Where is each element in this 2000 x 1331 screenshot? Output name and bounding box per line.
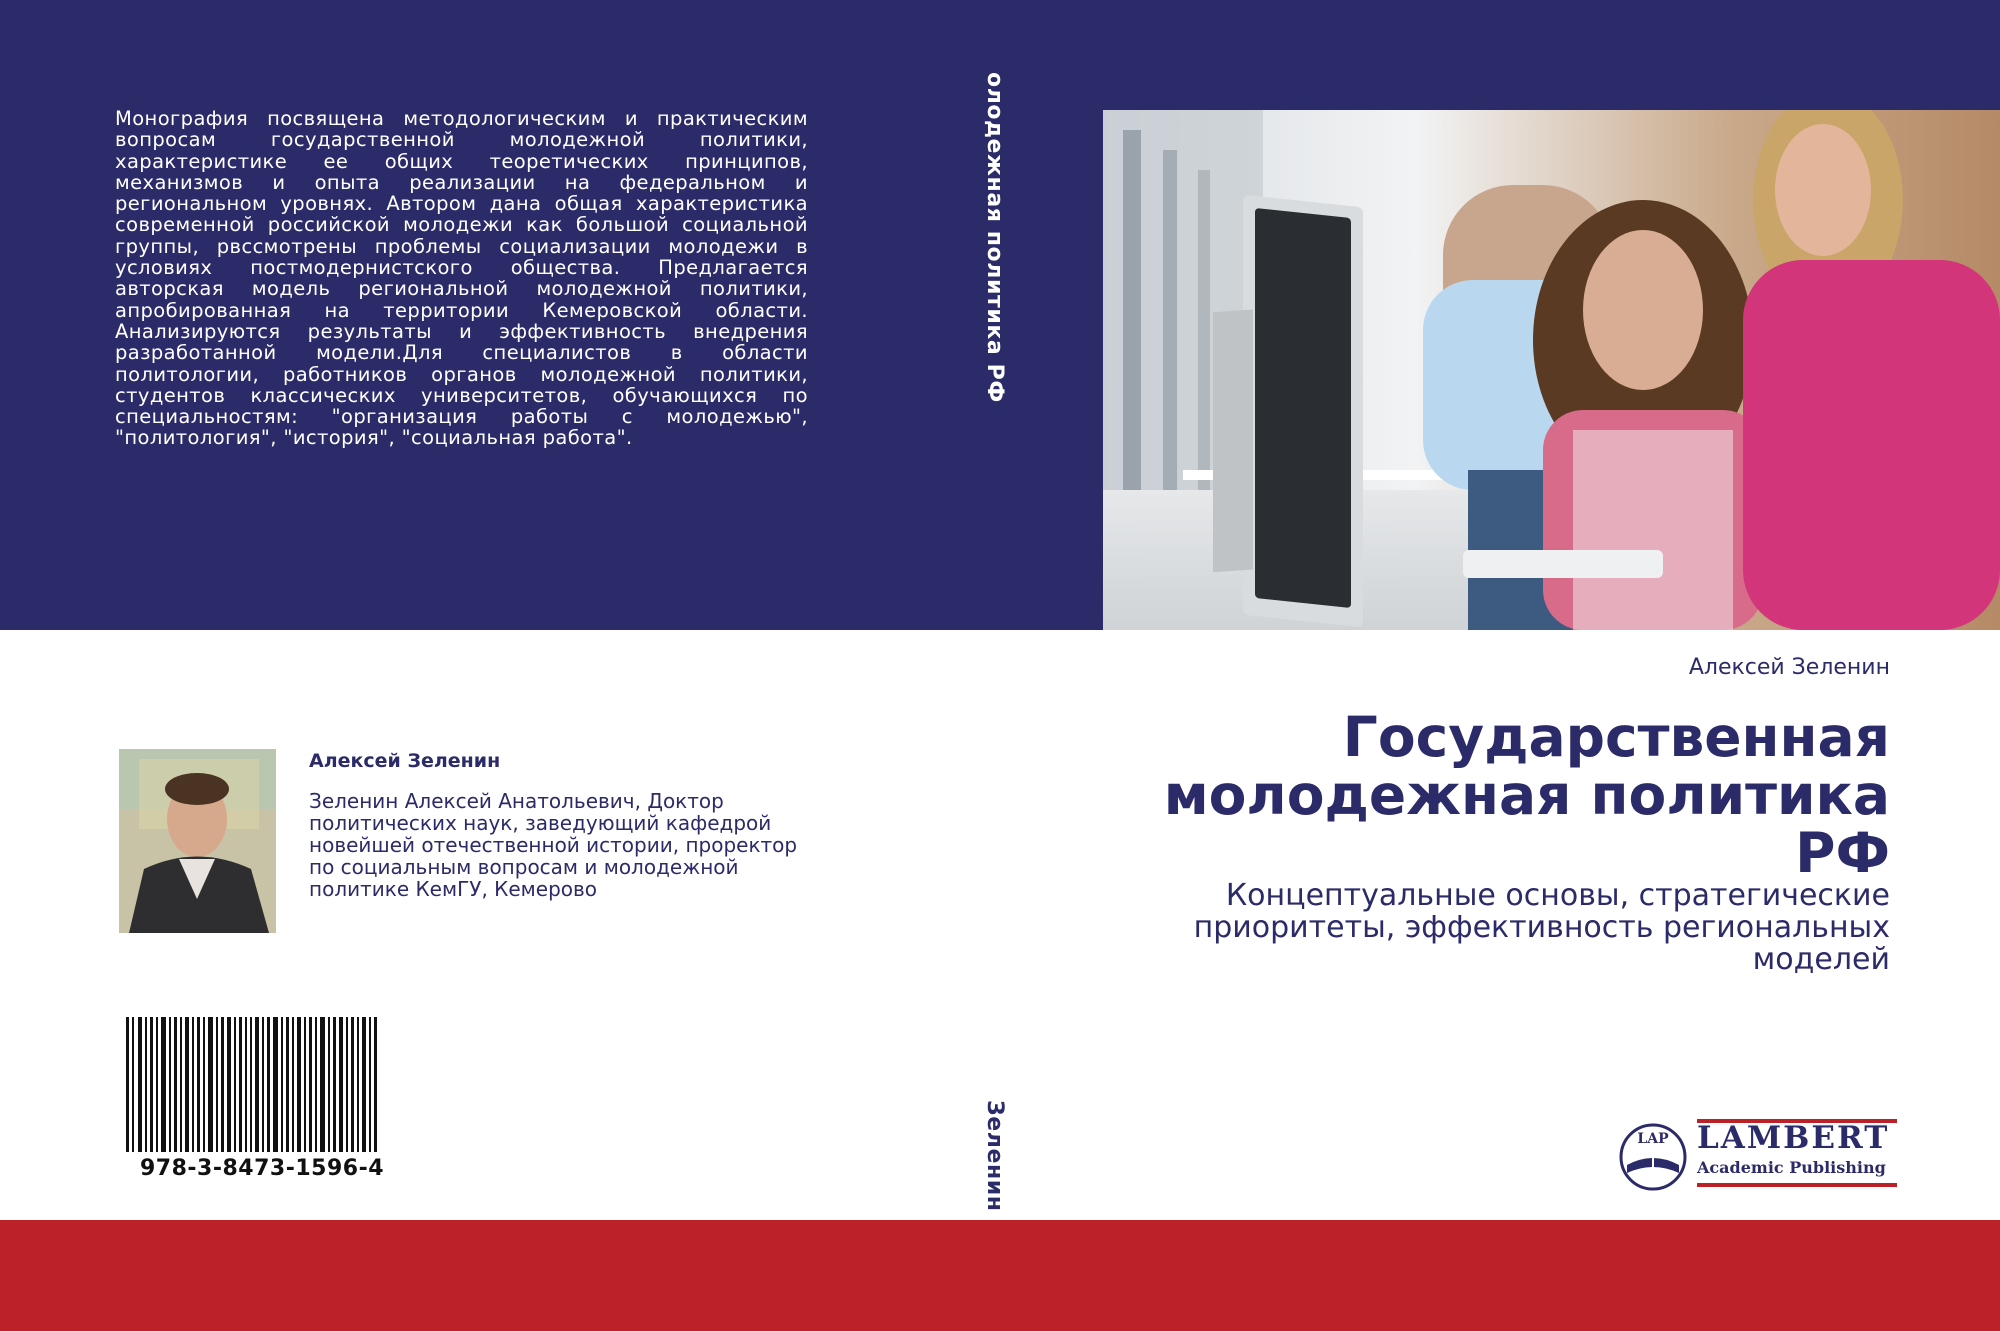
front-author: Алексей Зеленин [1688, 655, 1890, 680]
spine-title: олодежная политика РФ [982, 72, 1007, 403]
bottom-red-band [0, 1220, 2000, 1331]
book-title: Государственная молодежная политика РФ [1163, 705, 1890, 885]
author-portrait [119, 749, 276, 933]
cover-photo [1103, 110, 2000, 630]
publisher-name: LAMBERT [1697, 1120, 1890, 1156]
publisher-badge: LAP [1637, 1131, 1669, 1147]
back-cover-blurb: Монография посвящена методологическим и практическим вопросам государственной молодежной политики, характеристике ее общих теоретических принципов, механизмов и опыта реализации на федеральном и региональном уровнях. Автором дана общая характеристика современной российской молодежи как большой социальной группы, рвссмотрены проблемы социализации молодежи в условиях постмодернистского общества. Предлагается авторская модель региональной молодежной политики, апробированная на территории Кемеровской области. Анализируются результаты и эффективность внедрения разработанной модели.Для специалистов в области политологии, работников органов молодежной политики, студентов классических университетов, обучающихся по специальностям: "организация работы с молодежью", "политология", "история", "социальная работа". [115, 107, 808, 450]
bio-author-name: Алексей Зеленин [309, 750, 501, 772]
book-subtitle: Концептуальные основы, стратегические приоритеты, эффективность региональных моделей [1193, 878, 1890, 977]
author-bio: Зеленин Алексей Анатольевич, Доктор политических наук, заведующий кафедрой новейшей отечественной истории, проректор по социальным вопросам и молодежной политике КемГУ, Кемерово [309, 789, 798, 901]
publisher-subtitle: Academic Publishing [1697, 1158, 1886, 1177]
isbn-number: 978-3-8473-1596-4 [140, 1156, 385, 1181]
spine-author: Зеленин [982, 1100, 1007, 1212]
